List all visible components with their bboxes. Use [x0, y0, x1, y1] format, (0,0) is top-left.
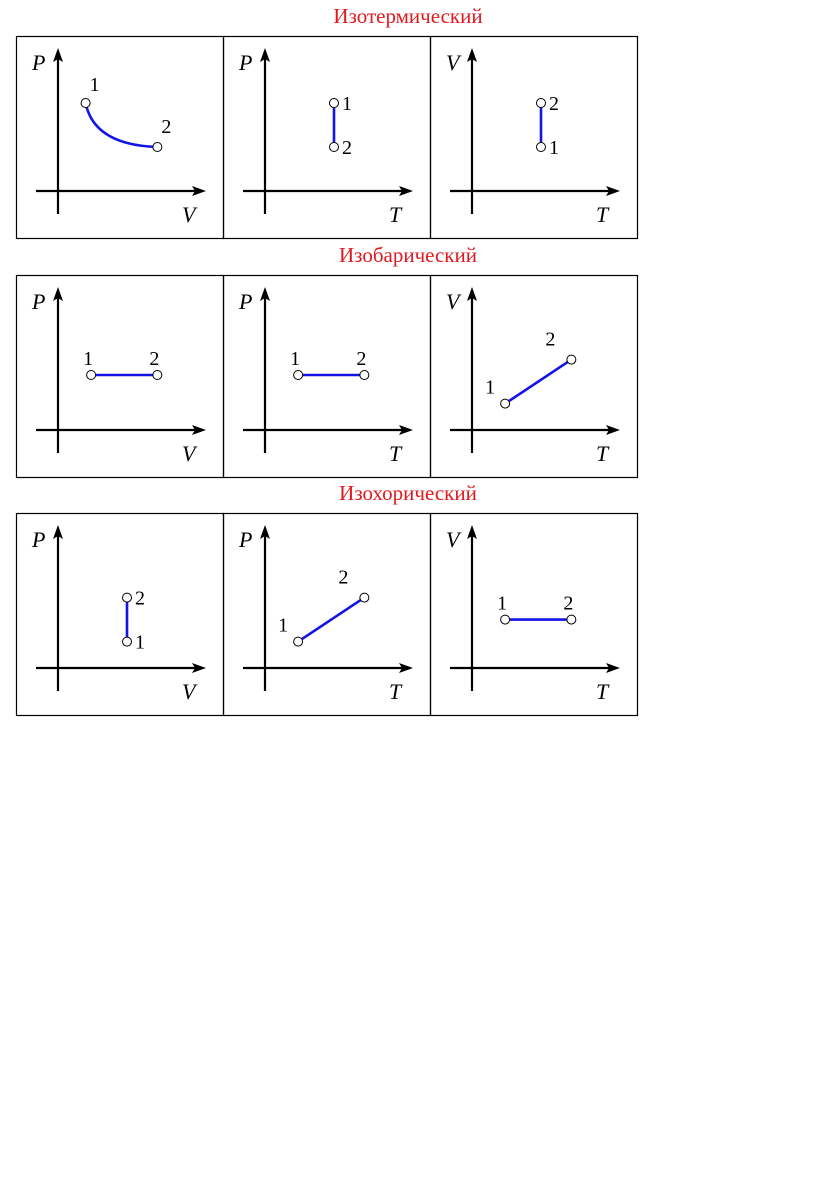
- state-point-1: [87, 371, 96, 380]
- state-label-1: 1: [89, 74, 100, 96]
- graph-V-T-1-2: [430, 275, 638, 478]
- state-label-2: 2: [135, 587, 145, 610]
- graph-P-V-2-0: [16, 513, 224, 716]
- y-axis-label: V: [446, 289, 460, 314]
- state-point-2: [123, 593, 132, 602]
- process-curve: [86, 103, 158, 147]
- state-point-1: [123, 637, 132, 646]
- state-label-2: 2: [149, 348, 160, 370]
- state-point-2: [153, 143, 162, 152]
- state-label-1: 1: [135, 631, 145, 654]
- state-label-1: 1: [83, 348, 94, 370]
- x-axis-label: V: [182, 679, 196, 704]
- state-label-2: 2: [338, 566, 349, 589]
- y-axis-label: P: [32, 289, 46, 314]
- x-axis-label: T: [596, 202, 609, 227]
- x-axis-label: T: [596, 441, 609, 466]
- state-label-1: 1: [278, 614, 289, 637]
- state-label-1: 1: [497, 592, 508, 615]
- section-title-isochoric: Изохорический: [339, 481, 477, 505]
- state-point-1: [294, 371, 303, 380]
- x-axis-label: T: [596, 679, 609, 704]
- x-axis-label: T: [389, 679, 402, 704]
- graph-V-T-2-2: [430, 513, 638, 716]
- section-title-isothermal: Изотермический: [333, 4, 483, 28]
- state-label-2: 2: [356, 348, 367, 370]
- state-point-2: [537, 99, 546, 108]
- process-line: [505, 360, 571, 404]
- y-axis-label: P: [239, 527, 253, 552]
- state-label-2: 2: [563, 592, 574, 615]
- section-title-isobaric: Изобарический: [339, 243, 477, 267]
- state-point-1: [501, 615, 510, 624]
- state-label-2: 2: [549, 93, 559, 115]
- x-axis-label: V: [182, 202, 196, 227]
- state-point-1: [537, 143, 546, 152]
- y-axis-label: V: [446, 527, 460, 552]
- graph-P-V-1-0: [16, 275, 224, 478]
- state-point-2: [153, 371, 162, 380]
- state-point-2: [360, 593, 369, 602]
- y-axis-label: P: [239, 50, 253, 75]
- state-point-2: [567, 355, 576, 364]
- x-axis-label: T: [389, 441, 402, 466]
- state-point-1: [330, 99, 339, 108]
- y-axis-label: P: [239, 289, 253, 314]
- graph-V-T-0-2: [430, 36, 638, 239]
- graph-P-T-1-1: [223, 275, 431, 478]
- state-label-1: 1: [549, 137, 559, 159]
- state-point-1: [501, 399, 510, 408]
- state-label-1: 1: [342, 93, 352, 115]
- state-label-2: 2: [161, 116, 172, 138]
- graph-P-V-0-0: [16, 36, 224, 239]
- state-point-2: [360, 371, 369, 380]
- y-axis-label: P: [32, 527, 46, 552]
- x-axis-label: V: [182, 441, 196, 466]
- x-axis-label: T: [389, 202, 402, 227]
- y-axis-label: V: [446, 50, 460, 75]
- state-label-1: 1: [485, 376, 496, 399]
- process-line: [298, 598, 364, 642]
- state-label-2: 2: [342, 137, 352, 159]
- state-label-1: 1: [290, 348, 301, 370]
- state-point-2: [567, 615, 576, 624]
- state-point-1: [294, 637, 303, 646]
- state-label-2: 2: [545, 328, 556, 351]
- state-point-1: [81, 99, 90, 108]
- graph-P-T-2-1: [223, 513, 431, 716]
- graph-P-T-0-1: [223, 36, 431, 239]
- y-axis-label: P: [32, 50, 46, 75]
- state-point-2: [330, 143, 339, 152]
